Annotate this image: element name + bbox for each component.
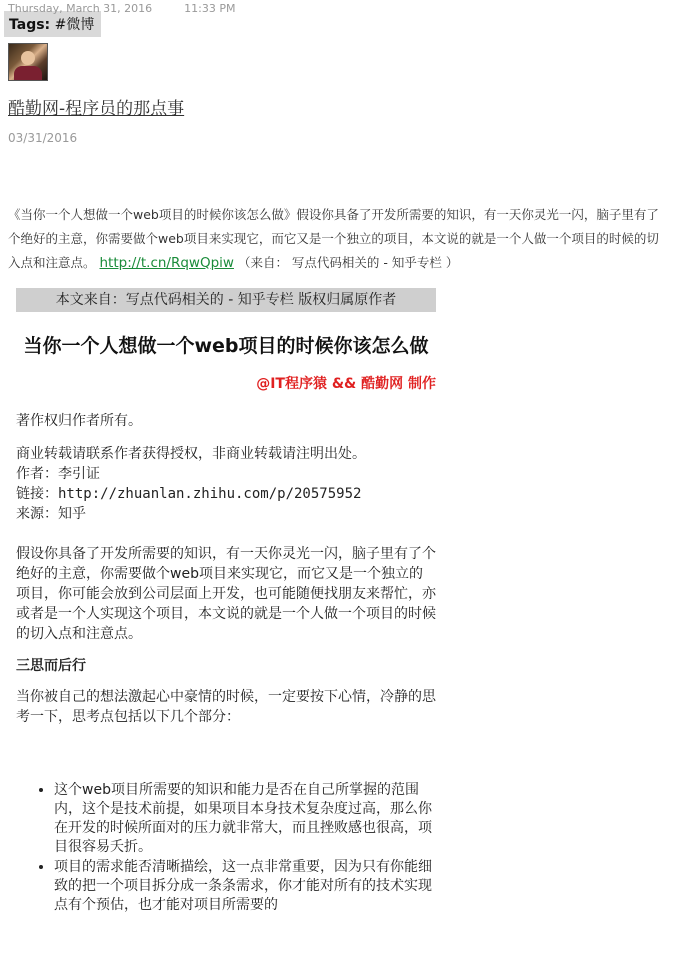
excerpt-link[interactable]: http://t.cn/RqwQpiw	[99, 255, 234, 271]
tags-label: Tags:	[9, 17, 51, 33]
excerpt-source: （来自： 写点代码相关的 - 知乎专栏 ）	[237, 255, 459, 270]
section-heading: 三思而后行	[16, 658, 86, 674]
considerations-list	[16, 781, 436, 915]
post-excerpt	[8, 203, 670, 275]
list-item: • 这个web项目所需要的知识和能力是否在自己所掌握的范围内，这个是技术前提，如果项目本身技术复杂度过高，那么你在开发的时候所面对的压力就非常大，而且挫败感也很高，项目很容易夭折。	[54, 781, 436, 857]
post-time-text: 11:33 PM	[184, 2, 236, 15]
source-link-line: 链接：http://zhuanlan.zhihu.com/p/20575952	[16, 486, 362, 502]
post-datetime	[8, 2, 235, 15]
post-date-text: Thursday, March 31, 2016	[8, 2, 153, 15]
article-body	[16, 332, 436, 916]
avatar[interactable]	[8, 43, 48, 81]
article-title: 当你一个人想做一个web项目的时候你该怎么做	[23, 335, 429, 357]
intro-paragraph: 假设你具备了开发所需要的知识，有一天你灵光一闪，脑子里有了个绝好的主意，你需要做个web项目来实现它，而它又是一个独立的项目，你可能会放到公司层面上开发，也可能随便找朋友来帮忙，亦或者是一个人实现这个项目，本文说的就是一个人做一个项目的时候的切入点和注意点。	[16, 546, 436, 642]
author-line: 作者：李引证	[16, 466, 100, 482]
section-paragraph: 当你被自己的想法激起心中豪情的时候，一定要按下心情，冷静的思考一下，思考点包括以下几个部分：	[16, 689, 436, 725]
blog-title-link[interactable]: 酷勤网-程序员的那点事	[8, 99, 185, 119]
article-credit: @IT程序猿 && 酷勤网 制作	[256, 376, 436, 392]
list-item: • 项目的需求能否清晰描绘，这一点非常重要，因为只有你能细致的把一个项目拆分成一条条需求，你才能对所有的技术实现点有个预估，也才能对项目所需要的	[54, 858, 436, 915]
excerpt-text: 《当你一个人想做一个web项目的时候你该怎么做》假设你具备了开发所需要的知识，有一天你灵光一闪，脑子里有了个绝好的主意，你需要做个web项目来实现它，而它又是一个独立的项目，本文说的就是一个人做一个项目的时候的切入点和注意点。	[8, 207, 659, 270]
attribution-block	[16, 444, 436, 524]
source-bar: 本文来自：写点代码相关的 - 知乎专栏 版权归属原作者	[16, 288, 436, 312]
origin-line: 来源：知乎	[16, 506, 86, 522]
post-date: 03/31/2016	[8, 131, 78, 145]
copyright-line: 著作权归作者所有。	[16, 413, 142, 429]
tag-weibo[interactable]: #微博	[54, 17, 95, 33]
reprint-notice: 商业转载请联系作者获得授权，非商业转载请注明出处。	[16, 446, 366, 462]
